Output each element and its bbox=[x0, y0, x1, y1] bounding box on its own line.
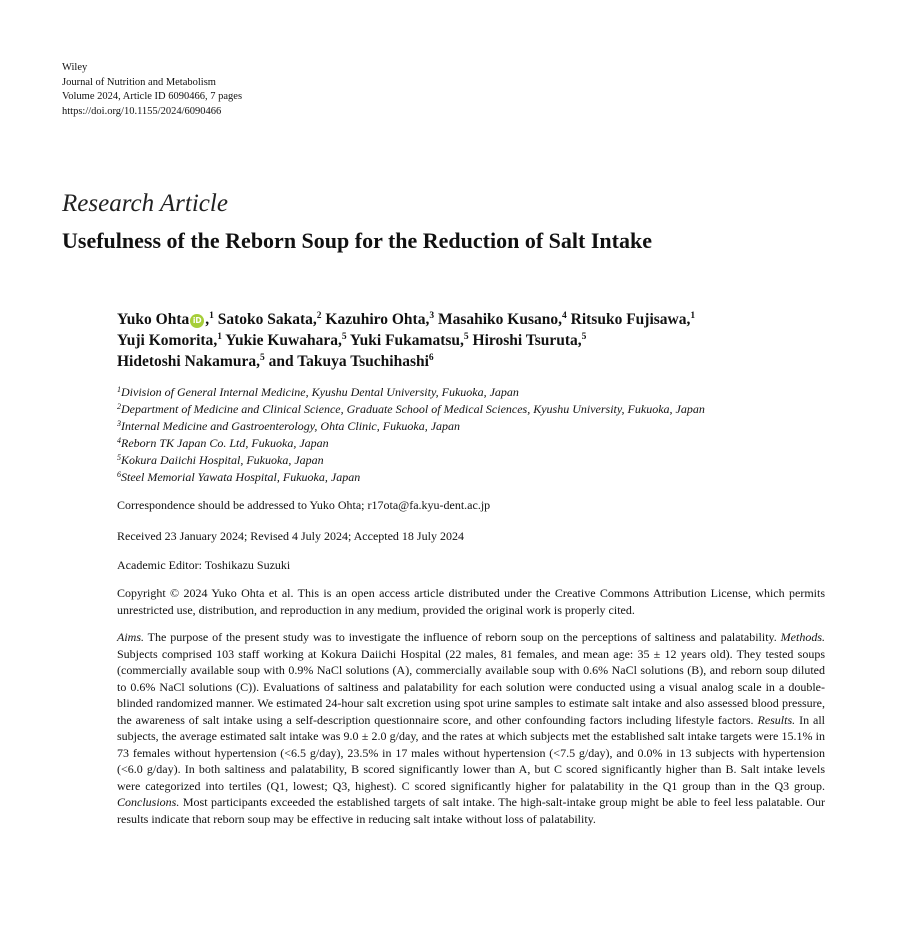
publisher-name: Wiley bbox=[62, 62, 88, 73]
affiliation-marker: 5 bbox=[259, 353, 265, 363]
abstract-results: In all subjects, the average estimated salt intake was 9.0 ± 2.0 g/day, and the rates at which subjects met the established salt intake targets were 15.1% in 73 females without hypertension (<6.5 g/day), 23.5% in 17 males without hypertension (<7.5 g/day), and 0.0% in 13 subjects with hypertension (<6.0 g/day). In both saltiness and palatability, B scored significantly lower than A, but C scored significantly higher than B. Salt intake levels were categorized into tertiles (Q1, lowest; Q3, highest). C scored significantly higher for palatability in the Q1 group than in the Q3 group. bbox=[117, 712, 825, 793]
author[interactable]: Hidetoshi Nakamura,$^5$ bbox=[117, 353, 265, 370]
affiliation-text: Kokura Daiichi Hospital, Fukuoka, Japan bbox=[121, 452, 324, 467]
author[interactable]: Yuji Komorita,$^1$ bbox=[117, 332, 222, 349]
abstract bbox=[117, 629, 825, 827]
affiliation bbox=[117, 401, 705, 418]
affiliation-marker: 4 bbox=[562, 311, 567, 321]
doi-link[interactable]: https://doi.org/10.1155/2024/6090466 bbox=[62, 105, 222, 117]
author[interactable]: Satoko Sakata,$^2$ bbox=[217, 311, 322, 328]
abstract-results-label: Results. bbox=[757, 712, 796, 727]
author-name: Yuko Ohta bbox=[117, 311, 190, 328]
affiliation bbox=[117, 452, 705, 469]
affiliation-marker: 6 bbox=[428, 353, 434, 363]
affiliation-marker: 1 bbox=[209, 311, 214, 321]
affiliation-number: 5 bbox=[117, 452, 121, 462]
affiliation-marker: 1 bbox=[690, 311, 696, 321]
affiliation-marker: 5 bbox=[581, 332, 587, 342]
volume-info: Volume 2024, Article ID 6090466, 7 pages bbox=[62, 91, 243, 102]
academic-editor: Academic Editor: Toshikazu Suzuki bbox=[117, 558, 291, 572]
orcid-icon[interactable]: iD bbox=[190, 314, 204, 328]
affiliation-marker: 1 bbox=[217, 332, 222, 342]
affiliation-text: Department of Medicine and Clinical Science, Graduate School of Medical Sciences, Kyushu University, Fukuoka, Japan bbox=[121, 401, 705, 416]
affiliation-marker: 2 bbox=[316, 311, 322, 321]
correspondence: Correspondence should be addressed to Yuko Ohta; r17ota@fa.kyu-dent.ac.jp bbox=[117, 498, 491, 512]
affiliation bbox=[117, 384, 705, 401]
affiliation-text: Division of General Internal Medicine, Kyushu Dental University, Fukuoka, Japan bbox=[121, 385, 519, 399]
affiliation-marker: 5 bbox=[341, 332, 347, 342]
affiliation-text: Steel Memorial Yawata Hospital, Fukuoka, Japan bbox=[121, 469, 361, 484]
affiliation bbox=[117, 469, 705, 486]
affiliation-number: 3 bbox=[117, 418, 121, 428]
abstract-methods: Subjects comprised 103 staff working at Kokura Daiichi Hospital (22 males, 81 females, and mean age: 35 ± 12 years old). They tested soups (commercially available soup with 0.9% NaCl solutions (A), commercially available soup with 0.6% NaCl solutions (B), and reborn soup diluted to 0.6% NaCl solutions (C)). Evaluations of saltiness and palatability for each solution were conducted using a visual analog scale in a double-blinded randomized manner. We estimated 24-hour salt excretion using spot urine samples to estimate salt intake and also assessed blood pressure, the awareness of salt intake using a self-description questionnaire score, and other confounding factors including lifestyle factors. bbox=[117, 646, 825, 727]
author-name: Yuki Fukamatsu bbox=[349, 332, 461, 349]
author-name: Hidetoshi Nakamura bbox=[117, 353, 257, 370]
journal-name: Journal of Nutrition and Metabolism bbox=[62, 76, 216, 88]
author-name: Hiroshi Tsuruta bbox=[472, 332, 578, 349]
article-type: Research Article bbox=[62, 190, 228, 217]
author[interactable]: Hiroshi Tsuruta,$^5$ bbox=[472, 332, 587, 349]
author[interactable]: Yuko Ohta iD ,$^1$ bbox=[117, 311, 214, 328]
author[interactable]: Yukie Kuwahara,$^5$ bbox=[225, 332, 347, 349]
author-name: Ritsuko Fujisawa bbox=[570, 311, 687, 328]
abstract-aims-label: Aims. bbox=[117, 630, 144, 644]
author[interactable]: Kazuhiro Ohta,$^3$ bbox=[325, 311, 435, 328]
author-name: Kazuhiro Ohta bbox=[325, 311, 426, 328]
affiliation-text: Internal Medicine and Gastroenterology, Ohta Clinic, Fukuoka, Japan bbox=[121, 418, 461, 433]
author[interactable]: Ritsuko Fujisawa,$^1$ bbox=[570, 311, 696, 328]
author-name: Satoko Sakata bbox=[217, 311, 313, 328]
author-list bbox=[117, 309, 837, 372]
affiliation-list bbox=[117, 384, 705, 485]
author[interactable]: Masahiko Kusano,$^4$ bbox=[437, 311, 567, 328]
paper-title: Usefulness of the Reborn Soup for the Reduction of Salt Intake bbox=[62, 228, 652, 253]
affiliation-text: Reborn TK Japan Co. Ltd, Fukuoka, Japan bbox=[121, 435, 329, 450]
author-connector: and bbox=[268, 353, 294, 370]
author[interactable] bbox=[297, 353, 433, 370]
publication-dates: Received 23 January 2024; Revised 4 July 2024; Accepted 18 July 2024 bbox=[117, 529, 464, 543]
affiliation-number: 1 bbox=[117, 385, 121, 394]
affiliation bbox=[117, 418, 705, 435]
abstract-conclusions: Most participants exceeded the established targets of salt intake. The high-salt-intake group might be able to feel less palatable. Our results indicate that reborn soup may be effective in reducing salt intake without loss of palatability. bbox=[117, 795, 825, 826]
author-name: Masahiko Kusano bbox=[437, 311, 559, 328]
affiliation-number: 6 bbox=[117, 469, 121, 479]
affiliation-number: 4 bbox=[117, 435, 121, 445]
author-name: Yukie Kuwahara bbox=[225, 332, 338, 349]
author-name: Takuya Tsuchihashi bbox=[297, 353, 429, 370]
copyright-notice: Copyright © 2024 Yuko Ohta et al. This is an open access article distributed under the Creative Commons Attribution License, which permits unrestricted use, distribution, and reproduction in any medium, provided the original work is properly cited. bbox=[117, 586, 825, 617]
affiliation bbox=[117, 435, 705, 452]
affiliation-number: 2 bbox=[117, 401, 121, 411]
affiliation-marker: 5 bbox=[463, 332, 469, 342]
abstract-aims: The purpose of the present study was to investigate the influence of reborn soup on the perceptions of saltiness and palatability. bbox=[144, 630, 781, 644]
affiliation-marker: 3 bbox=[429, 311, 435, 321]
abstract-conclusions-label: Conclusions. bbox=[117, 795, 180, 809]
abstract-methods-label: Methods. bbox=[780, 630, 825, 644]
journal-header bbox=[62, 61, 242, 119]
author-name: Yuji Komorita bbox=[117, 332, 214, 349]
author[interactable]: Yuki Fukamatsu,$^5$ bbox=[349, 332, 469, 349]
